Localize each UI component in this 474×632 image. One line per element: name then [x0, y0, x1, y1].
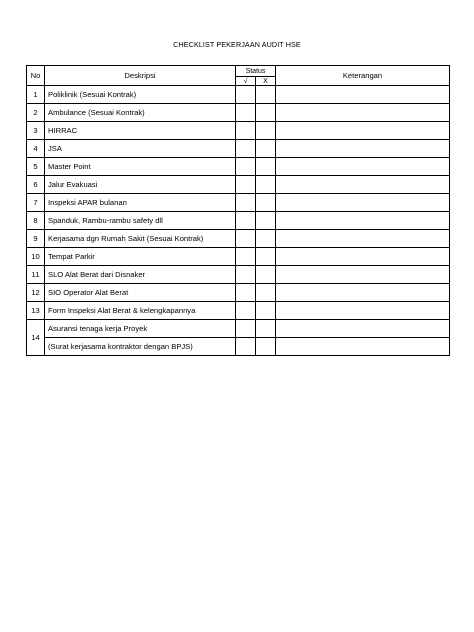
- row-description: Spanduk, Rambu-rambu safety dll: [45, 212, 236, 230]
- row-number: 3: [27, 122, 45, 140]
- status-check-cell[interactable]: [236, 194, 256, 212]
- keterangan-cell[interactable]: [276, 158, 450, 176]
- keterangan-cell[interactable]: [276, 194, 450, 212]
- table-row: [27, 302, 450, 320]
- row-description: Jalur Evakuasi: [45, 176, 236, 194]
- table-row: [27, 176, 450, 194]
- table-row: [27, 86, 450, 104]
- status-x-cell[interactable]: [256, 122, 276, 140]
- header-status-x: X: [256, 77, 276, 86]
- document-title: CHECKLIST PEKERJAAN AUDIT HSE: [173, 40, 301, 49]
- row-number: 7: [27, 194, 45, 212]
- table-row: [27, 194, 450, 212]
- keterangan-cell[interactable]: [276, 176, 450, 194]
- status-x-cell[interactable]: [256, 320, 276, 338]
- status-x-cell[interactable]: [256, 104, 276, 122]
- status-check-cell[interactable]: [236, 212, 256, 230]
- table-row: [27, 320, 450, 338]
- header-keterangan: Keterangan: [276, 66, 450, 86]
- status-x-cell[interactable]: [256, 176, 276, 194]
- keterangan-cell[interactable]: [276, 86, 450, 104]
- status-x-cell[interactable]: [256, 158, 276, 176]
- row-description: SLO Alat Berat dari Disnaker: [45, 266, 236, 284]
- keterangan-cell[interactable]: [276, 230, 450, 248]
- table-header-row: [27, 66, 450, 77]
- row-description: Ambulance (Sesuai Kontrak): [45, 104, 236, 122]
- keterangan-cell[interactable]: [276, 212, 450, 230]
- row-number: 2: [27, 104, 45, 122]
- status-x-cell[interactable]: [256, 302, 276, 320]
- keterangan-cell[interactable]: [276, 104, 450, 122]
- status-x-cell[interactable]: [256, 140, 276, 158]
- keterangan-cell[interactable]: [276, 320, 450, 338]
- row-description: Form Inspeksi Alat Berat & kelengkapannya: [45, 302, 236, 320]
- row-number: 14: [27, 320, 45, 356]
- table-row: [27, 140, 450, 158]
- checklist-table: [26, 65, 450, 356]
- status-x-cell[interactable]: [256, 212, 276, 230]
- keterangan-cell[interactable]: [276, 122, 450, 140]
- row-description: Kerjasama dgn Rumah Sakit (Sesuai Kontrak): [45, 230, 236, 248]
- keterangan-cell[interactable]: [276, 284, 450, 302]
- table-row: [27, 266, 450, 284]
- status-check-cell[interactable]: [236, 320, 256, 338]
- table-row: [27, 158, 450, 176]
- keterangan-cell[interactable]: [276, 248, 450, 266]
- row-number: 13: [27, 302, 45, 320]
- keterangan-cell[interactable]: [276, 266, 450, 284]
- row-description: JSA: [45, 140, 236, 158]
- row-number: 6: [27, 176, 45, 194]
- table-row: [27, 248, 450, 266]
- table-row: [27, 284, 450, 302]
- header-status-check: √: [236, 77, 256, 86]
- status-check-cell[interactable]: [236, 284, 256, 302]
- status-x-cell[interactable]: [256, 194, 276, 212]
- row-description: Poliklinik (Sesuai Kontrak): [45, 86, 236, 104]
- status-check-cell[interactable]: [236, 140, 256, 158]
- row-number: 9: [27, 230, 45, 248]
- row-description: SIO Operator Alat Berat: [45, 284, 236, 302]
- row-description: Asuransi tenaga kerja Proyek: [45, 320, 236, 338]
- row-number: 4: [27, 140, 45, 158]
- header-status: Status: [236, 66, 276, 77]
- status-x-cell[interactable]: [256, 284, 276, 302]
- status-check-cell[interactable]: [236, 86, 256, 104]
- status-x-cell[interactable]: [256, 266, 276, 284]
- table-row: [27, 104, 450, 122]
- status-check-cell[interactable]: [236, 104, 256, 122]
- row-description: Inspeksi APAR bulanan: [45, 194, 236, 212]
- header-deskripsi: Deskripsi: [45, 66, 236, 86]
- status-x-cell[interactable]: [256, 86, 276, 104]
- status-x-cell[interactable]: [256, 248, 276, 266]
- row-number: 5: [27, 158, 45, 176]
- status-x-cell[interactable]: [256, 338, 276, 356]
- row-description: HIRRAC: [45, 122, 236, 140]
- status-check-cell[interactable]: [236, 338, 256, 356]
- status-check-cell[interactable]: [236, 302, 256, 320]
- row-description-sub: (Surat kerjasama kontraktor dengan BPJS): [45, 338, 236, 356]
- status-check-cell[interactable]: [236, 230, 256, 248]
- row-number: 10: [27, 248, 45, 266]
- row-number: 11: [27, 266, 45, 284]
- status-check-cell[interactable]: [236, 176, 256, 194]
- table-row: [27, 338, 450, 356]
- keterangan-cell[interactable]: [276, 302, 450, 320]
- status-check-cell[interactable]: [236, 248, 256, 266]
- status-check-cell[interactable]: [236, 266, 256, 284]
- table-row: [27, 230, 450, 248]
- table-row: [27, 212, 450, 230]
- status-check-cell[interactable]: [236, 158, 256, 176]
- status-x-cell[interactable]: [256, 230, 276, 248]
- row-number: 1: [27, 86, 45, 104]
- row-description: Tempat Parkir: [45, 248, 236, 266]
- table-row: [27, 122, 450, 140]
- row-description: Master Point: [45, 158, 236, 176]
- row-number: 8: [27, 212, 45, 230]
- keterangan-cell[interactable]: [276, 338, 450, 356]
- row-number: 12: [27, 284, 45, 302]
- header-no: No: [27, 66, 45, 86]
- status-check-cell[interactable]: [236, 122, 256, 140]
- keterangan-cell[interactable]: [276, 140, 450, 158]
